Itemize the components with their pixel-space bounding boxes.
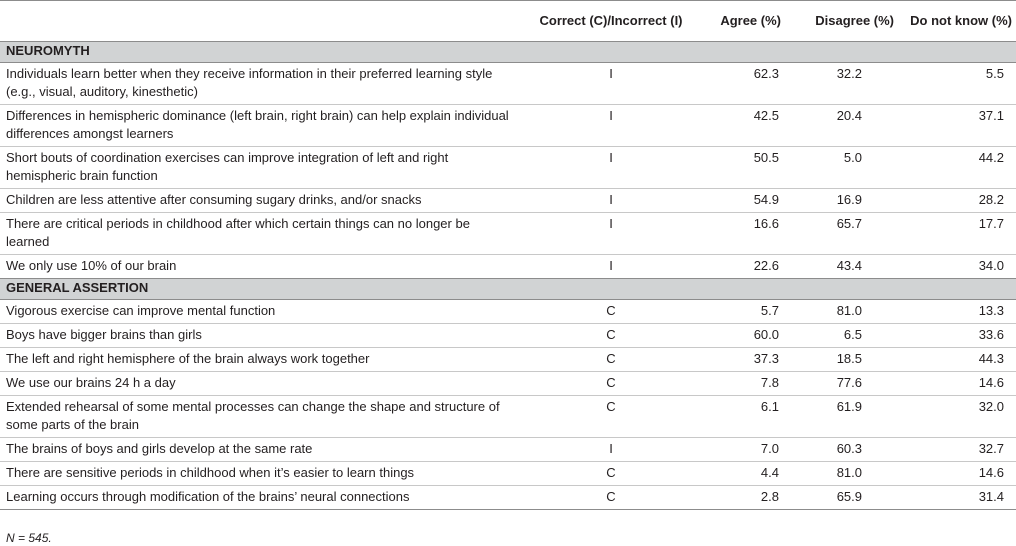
agree-cell: 5.7 <box>704 300 785 324</box>
agree-cell: 42.5 <box>704 105 785 147</box>
do-not-know-cell: 32.0 <box>898 396 1016 438</box>
table-row <box>0 372 1016 396</box>
statement-cell: There are critical periods in childhood after which certain things can no longer be learned <box>0 213 518 255</box>
disagree-cell: 60.3 <box>785 438 898 462</box>
do-not-know-cell: 5.5 <box>898 63 1016 105</box>
statement-cell: Extended rehearsal of some mental processes can change the shape and structure of some parts of the brain <box>0 396 518 438</box>
statement-cell: Differences in hemispheric dominance (left brain, right brain) can help explain individual differences amongst learners <box>0 105 518 147</box>
table-row <box>0 255 1016 279</box>
disagree-cell: 81.0 <box>785 462 898 486</box>
header-correct-incorrect: Correct (C)/Incorrect (I) <box>518 1 704 42</box>
correct-incorrect-cell: I <box>518 147 704 189</box>
correct-incorrect-cell: C <box>518 348 704 372</box>
do-not-know-cell: 13.3 <box>898 300 1016 324</box>
section-header-row <box>0 42 1016 63</box>
disagree-cell: 65.9 <box>785 486 898 510</box>
agree-cell: 4.4 <box>704 462 785 486</box>
disagree-cell: 61.9 <box>785 396 898 438</box>
statement-cell: Individuals learn better when they receive information in their preferred learning style (e.g., visual, auditory, kinesthetic) <box>0 63 518 105</box>
agree-cell: 50.5 <box>704 147 785 189</box>
statement-cell: We only use 10% of our brain <box>0 255 518 279</box>
table-row <box>0 438 1016 462</box>
table-row <box>0 462 1016 486</box>
table-row <box>0 147 1016 189</box>
table-row <box>0 105 1016 147</box>
table-row <box>0 486 1016 510</box>
correct-incorrect-cell: I <box>518 63 704 105</box>
agree-cell: 37.3 <box>704 348 785 372</box>
do-not-know-cell: 44.2 <box>898 147 1016 189</box>
agree-cell: 7.0 <box>704 438 785 462</box>
header-statement <box>0 1 518 42</box>
correct-incorrect-cell: I <box>518 105 704 147</box>
section-title: GENERAL ASSERTION <box>0 279 1016 300</box>
do-not-know-cell: 34.0 <box>898 255 1016 279</box>
correct-incorrect-cell: I <box>518 213 704 255</box>
do-not-know-cell: 44.3 <box>898 348 1016 372</box>
correct-incorrect-cell: C <box>518 324 704 348</box>
table-row <box>0 396 1016 438</box>
do-not-know-cell: 31.4 <box>898 486 1016 510</box>
do-not-know-cell: 14.6 <box>898 462 1016 486</box>
do-not-know-cell: 17.7 <box>898 213 1016 255</box>
do-not-know-cell: 14.6 <box>898 372 1016 396</box>
statement-cell: We use our brains 24 h a day <box>0 372 518 396</box>
do-not-know-cell: 28.2 <box>898 189 1016 213</box>
statement-cell: The brains of boys and girls develop at the same rate <box>0 438 518 462</box>
do-not-know-cell: 32.7 <box>898 438 1016 462</box>
table-row <box>0 300 1016 324</box>
disagree-cell: 16.9 <box>785 189 898 213</box>
agree-cell: 6.1 <box>704 396 785 438</box>
correct-incorrect-cell: C <box>518 300 704 324</box>
disagree-cell: 81.0 <box>785 300 898 324</box>
statement-cell: Children are less attentive after consuming sugary drinks, and/or snacks <box>0 189 518 213</box>
agree-cell: 62.3 <box>704 63 785 105</box>
disagree-cell: 32.2 <box>785 63 898 105</box>
statement-cell: The left and right hemisphere of the brain always work together <box>0 348 518 372</box>
statement-cell: Vigorous exercise can improve mental function <box>0 300 518 324</box>
agree-cell: 54.9 <box>704 189 785 213</box>
correct-incorrect-cell: C <box>518 486 704 510</box>
disagree-cell: 5.0 <box>785 147 898 189</box>
table-row <box>0 63 1016 105</box>
disagree-cell: 65.7 <box>785 213 898 255</box>
table-row <box>0 348 1016 372</box>
table-row <box>0 213 1016 255</box>
disagree-cell: 6.5 <box>785 324 898 348</box>
table-row <box>0 324 1016 348</box>
table-header-row <box>0 1 1016 42</box>
disagree-cell: 77.6 <box>785 372 898 396</box>
footnote: N = 545. <box>6 531 52 545</box>
do-not-know-cell: 33.6 <box>898 324 1016 348</box>
disagree-cell: 18.5 <box>785 348 898 372</box>
agree-cell: 22.6 <box>704 255 785 279</box>
section-title: NEUROMYTH <box>0 42 1016 63</box>
correct-incorrect-cell: I <box>518 255 704 279</box>
statement-cell: Boys have bigger brains than girls <box>0 324 518 348</box>
statement-cell: Short bouts of coordination exercises can improve integration of left and right hemispheric brain function <box>0 147 518 189</box>
correct-incorrect-cell: I <box>518 438 704 462</box>
agree-cell: 16.6 <box>704 213 785 255</box>
table-body <box>0 42 1016 510</box>
statement-cell: There are sensitive periods in childhood when it’s easier to learn things <box>0 462 518 486</box>
header-disagree: Disagree (%) <box>785 1 898 42</box>
correct-incorrect-cell: C <box>518 396 704 438</box>
statement-cell: Learning occurs through modification of the brains’ neural connections <box>0 486 518 510</box>
section-header-row <box>0 279 1016 300</box>
agree-cell: 60.0 <box>704 324 785 348</box>
correct-incorrect-cell: C <box>518 372 704 396</box>
header-agree: Agree (%) <box>704 1 785 42</box>
disagree-cell: 43.4 <box>785 255 898 279</box>
table-row <box>0 189 1016 213</box>
agree-cell: 2.8 <box>704 486 785 510</box>
correct-incorrect-cell: C <box>518 462 704 486</box>
correct-incorrect-cell: I <box>518 189 704 213</box>
disagree-cell: 20.4 <box>785 105 898 147</box>
header-do-not-know: Do not know (%) <box>898 1 1016 42</box>
agree-cell: 7.8 <box>704 372 785 396</box>
do-not-know-cell: 37.1 <box>898 105 1016 147</box>
